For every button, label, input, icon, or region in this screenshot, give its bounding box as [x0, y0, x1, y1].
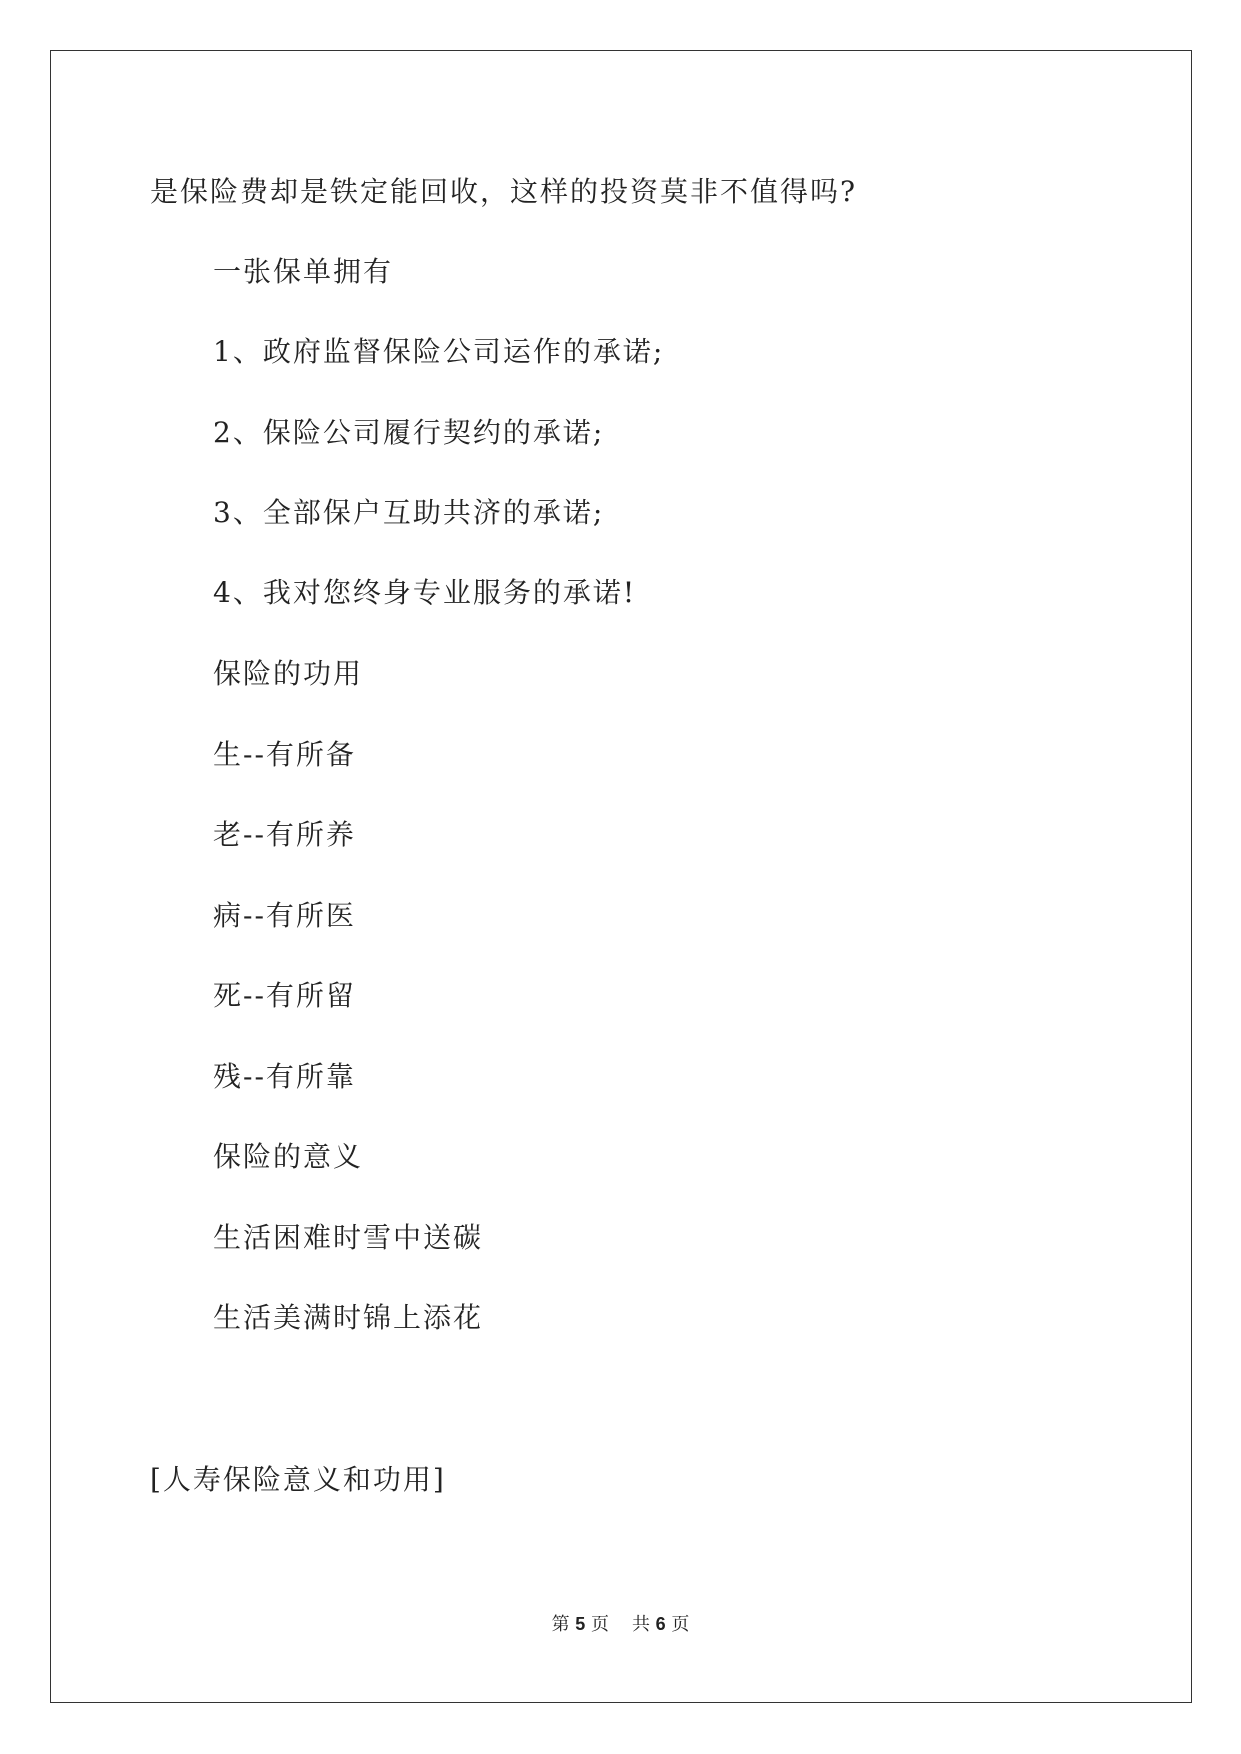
footer-total-prefix: 共 — [631, 1614, 650, 1635]
page-footer — [0, 1612, 1241, 1637]
paragraph-line-1: 是保险费却是铁定能回收，这样的投资莫非不值得吗? — [150, 175, 858, 208]
page-frame — [50, 50, 1192, 1703]
function-line-1: 生--有所备 — [213, 738, 356, 771]
footer-page-number: 5 — [575, 1614, 586, 1634]
closing-title: [人寿保险意义和功用] — [150, 1463, 446, 1496]
footer-total-number: 6 — [655, 1614, 666, 1634]
paragraph-line-2: 一张保单拥有 — [213, 255, 394, 288]
function-line-2: 老--有所养 — [213, 818, 356, 851]
list-item-1: 1、政府监督保险公司运作的承诺; — [213, 335, 665, 368]
footer-page-prefix: 第 — [551, 1614, 570, 1635]
function-line-4: 死--有所留 — [213, 979, 356, 1012]
section-heading-meaning: 保险的意义 — [213, 1140, 364, 1173]
section-heading-function: 保险的功用 — [213, 657, 364, 690]
meaning-line-1: 生活困难时雪中送碳 — [213, 1221, 484, 1254]
list-item-3: 3、全部保户互助共济的承诺; — [213, 496, 605, 529]
list-item-4: 4、我对您终身专业服务的承诺! — [213, 576, 637, 609]
meaning-line-2: 生活美满时锦上添花 — [213, 1301, 484, 1334]
function-line-5: 残--有所靠 — [213, 1060, 356, 1093]
footer-page-suffix: 页 — [591, 1614, 610, 1635]
list-item-2: 2、保险公司履行契约的承诺; — [213, 416, 605, 449]
function-line-3: 病--有所医 — [213, 899, 356, 932]
footer-total-suffix: 页 — [671, 1614, 690, 1635]
